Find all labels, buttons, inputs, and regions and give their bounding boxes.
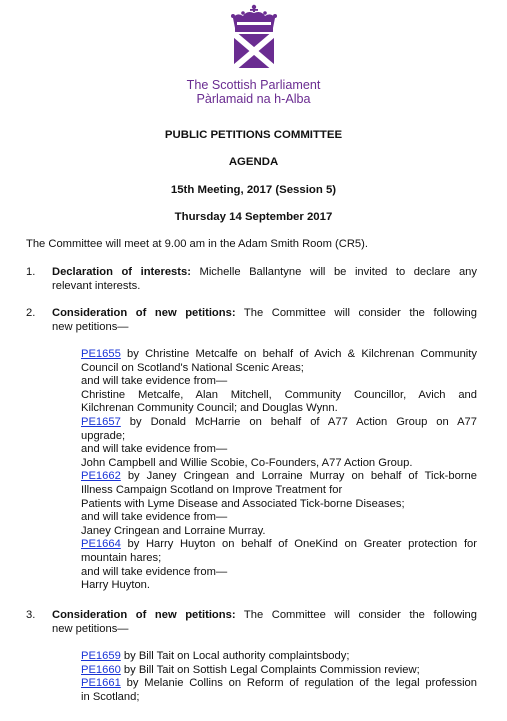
- parliament-logo: [0, 4, 507, 106]
- petition-text: Kilchrenan Community Council; and Douglas Wynn.: [81, 402, 338, 415]
- petition-link-pe1659[interactable]: PE1659: [81, 650, 121, 662]
- item-text: The Committee will consider the following: [235, 609, 477, 621]
- petition-text: by Harry Huyton on behalf of OneKind on Greater protection for: [120, 538, 477, 551]
- petition-link-pe1657[interactable]: PE1657: [81, 415, 121, 428]
- petition-text: upgrade;: [81, 429, 126, 442]
- petition-text: by Bill Tait on Local authority complaintsbody;: [120, 650, 350, 662]
- petition-link-pe1655[interactable]: PE1655: [81, 348, 121, 360]
- item-text: new petitions—: [52, 320, 129, 333]
- crown-saltire-icon: [229, 4, 279, 70]
- agenda-item-1: [52, 266, 477, 293]
- petition-text: and will take evidence from—: [81, 443, 228, 456]
- committee-title: PUBLIC PETITIONS COMMITTEE: [164, 129, 343, 141]
- petition-link-pe1660[interactable]: PE1660: [81, 663, 121, 676]
- petition-text: by Bill Tait on Sottish Legal Complaints Commission review;: [120, 663, 420, 676]
- item-number: 2.: [26, 307, 36, 319]
- item-title: Consideration of new petitions:: [52, 609, 236, 621]
- petition-text: Council on Scotland's National Scenic Areas;: [81, 361, 304, 374]
- petition-text: Harry Huyton.: [81, 579, 151, 592]
- petition-text: John Campbell and Willie Scobie, Co-Founders, A77 Action Group.: [81, 456, 413, 469]
- petition-text: Illness Campaign Scotland on Improve Treatment for: [81, 483, 343, 496]
- org-name-english: The Scottish Parliament: [186, 78, 321, 92]
- item-text: relevant interests.: [52, 279, 141, 292]
- item-text: The Committee will consider the following: [235, 307, 477, 319]
- petition-link-pe1661[interactable]: PE1661: [81, 677, 121, 690]
- petition-text: mountain hares;: [81, 551, 162, 564]
- item-text: new petitions—: [52, 622, 129, 635]
- petition-link-pe1664[interactable]: PE1664: [81, 538, 121, 551]
- petition-text: by Janey Cringean and Lorraine Murray on behalf of Tick-borne: [120, 470, 477, 483]
- petition-text: Patients with Lyme Disease and Associated Tick-borne Diseases;: [81, 497, 405, 510]
- agenda-title: AGENDA: [228, 156, 279, 168]
- petition-link-pe1662[interactable]: PE1662: [81, 470, 121, 483]
- agenda-item-3: [52, 609, 477, 636]
- petition-text: Janey Cringean and Lorraine Murray.: [81, 524, 266, 537]
- intro-text: The Committee will meet at 9.00 am in the Adam Smith Room (CR5).: [26, 238, 368, 250]
- item-number: 1.: [26, 266, 36, 278]
- item-title: Declaration of interests:: [52, 266, 191, 278]
- petition-text: by Christine Metcalfe on behalf of Avich & Kilchrenan Community: [120, 348, 477, 360]
- item-text: Michelle Ballantyne will be invited to declare any: [190, 266, 477, 278]
- petition-text: and will take evidence from—: [81, 565, 228, 578]
- petition-list-item-3: [81, 650, 477, 704]
- item-title: Consideration of new petitions:: [52, 307, 236, 319]
- agenda-item-2: [52, 307, 477, 334]
- meeting-title: 15th Meeting, 2017 (Session 5): [170, 184, 337, 196]
- petition-text: and will take evidence from—: [81, 511, 228, 524]
- petition-text: by Donald McHarrie on behalf of A77 Action Group on A77: [120, 415, 477, 428]
- petition-text: in Scotland;: [81, 690, 140, 703]
- item-number: 3.: [26, 609, 36, 621]
- petition-text: and will take evidence from—: [81, 375, 228, 388]
- meeting-date: Thursday 14 September 2017: [174, 211, 333, 223]
- petition-text: Christine Metcalfe, Alan Mitchell, Community Councillor, Avich and: [81, 388, 477, 401]
- petition-text: by Melanie Collins on Reform of regulation of the legal profession: [120, 677, 477, 690]
- org-name-gaelic: Pàrlamaid na h-Alba: [196, 92, 311, 106]
- petition-list-item-2: [81, 348, 477, 593]
